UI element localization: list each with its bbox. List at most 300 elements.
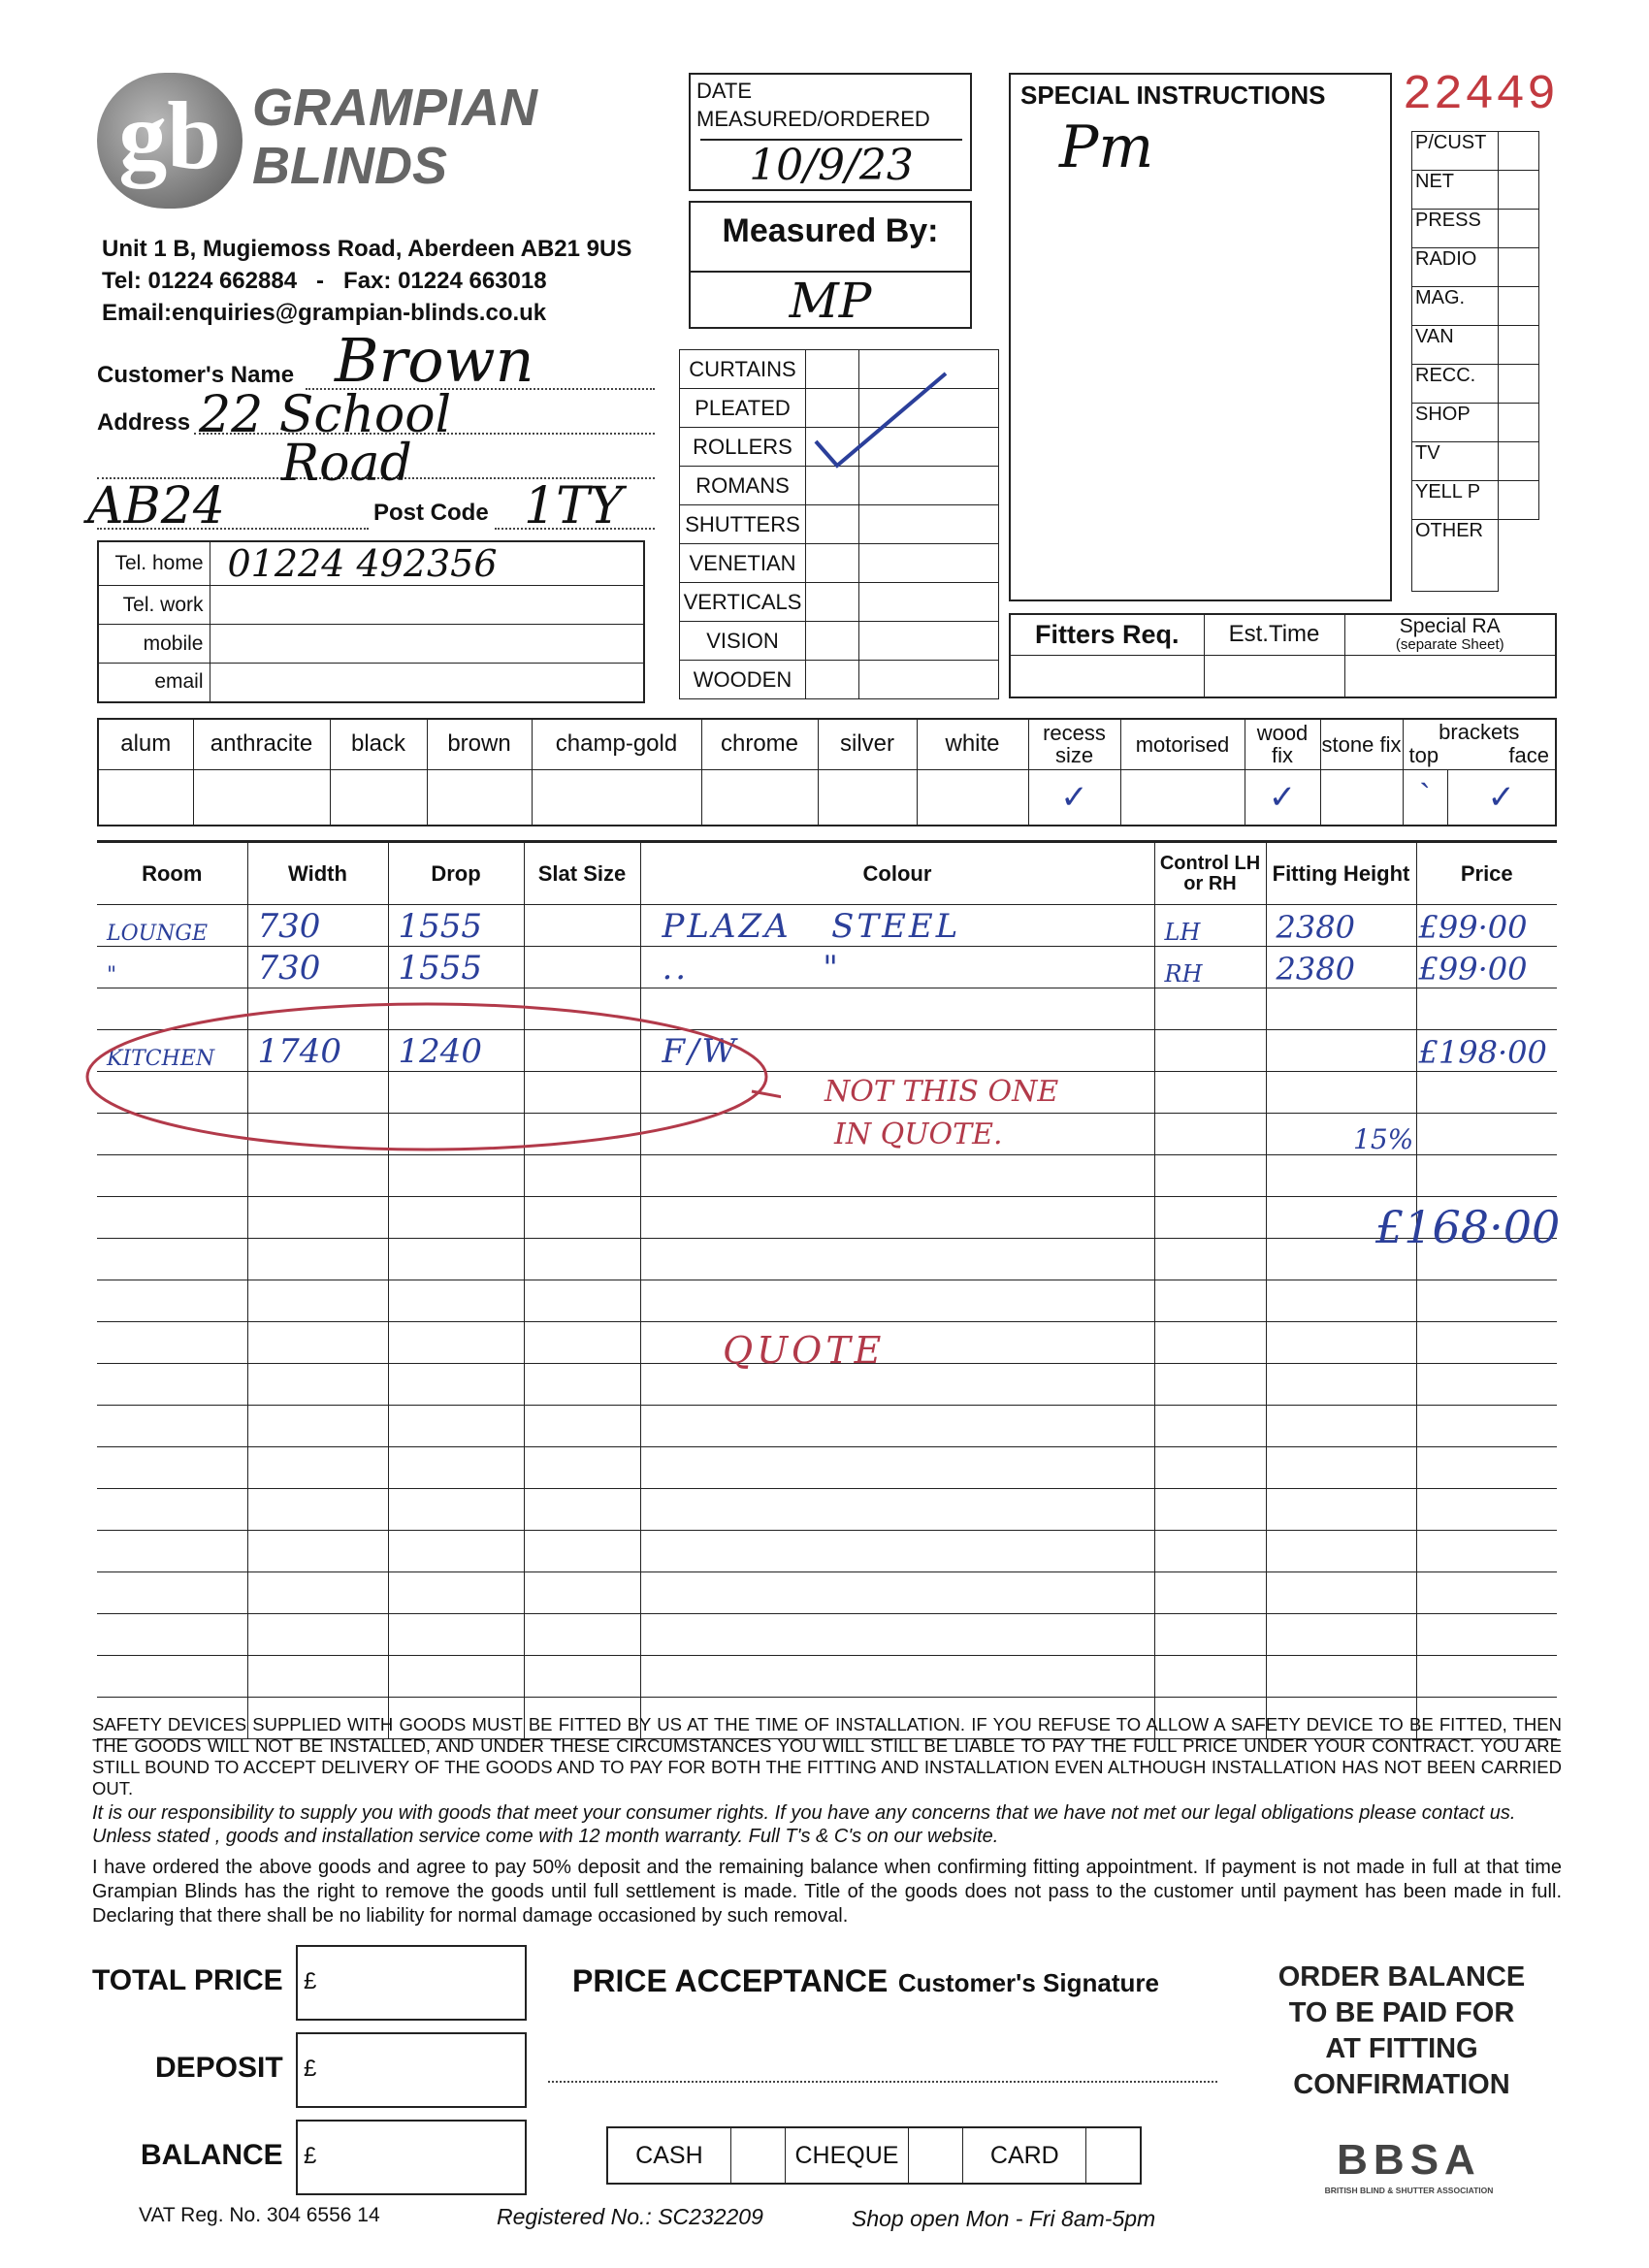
blind-type-label: VERTICALS: [680, 583, 806, 622]
column-header: Fitting Height: [1266, 843, 1416, 905]
logo-name-line2: BLINDS: [252, 137, 447, 195]
cell-price[interactable]: £198·00: [1416, 1030, 1557, 1072]
cell-slat[interactable]: [524, 1531, 640, 1572]
cell-colour[interactable]: [640, 1656, 1154, 1698]
colour-option-checkbox[interactable]: [917, 769, 1028, 826]
cell-height[interactable]: [1266, 1155, 1416, 1197]
recess-size-label: recess size: [1028, 719, 1120, 769]
cell-colour[interactable]: .. ": [640, 947, 1154, 988]
cell-width[interactable]: 730: [247, 947, 388, 988]
blind-type-checkbox[interactable]: [806, 661, 859, 699]
terms-responsibility: It is our responsibility to supply you with goods that meet your consumer rights. If you have any concerns that we have not met our legal obligations please contact us. Unless stated , goods and installation service come with 12 month warranty. Full T's & C's on our website.: [92, 1802, 1516, 1847]
colour-option-label: black: [330, 719, 427, 769]
cell-width[interactable]: [247, 1322, 388, 1364]
cell-width[interactable]: [247, 1489, 388, 1531]
fitters-req-value[interactable]: [1010, 655, 1204, 697]
colour-option-checkbox[interactable]: [427, 769, 532, 826]
cell-width[interactable]: [247, 1614, 388, 1656]
cell-price[interactable]: [1416, 1280, 1557, 1322]
cell-control[interactable]: LH: [1154, 905, 1266, 947]
note-line1: NOT THIS ONE: [824, 1075, 1059, 1109]
measured-by-value[interactable]: MP: [691, 271, 970, 329]
blind-type-notes[interactable]: [859, 544, 999, 583]
table-row: [97, 1656, 1557, 1698]
note-line2: IN QUOTE.: [834, 1118, 1003, 1151]
table-row: [97, 1531, 1557, 1572]
source-checklist: [1411, 131, 1539, 592]
blind-type-checkbox[interactable]: [806, 544, 859, 583]
cell-height[interactable]: [1266, 1447, 1416, 1489]
logo-name-line1: GRAMPIAN: [252, 79, 537, 137]
cell-drop[interactable]: [388, 1155, 524, 1197]
cell-control[interactable]: [1154, 1280, 1266, 1322]
quote-total: £168·00: [1375, 1201, 1561, 1253]
est-time-value[interactable]: [1204, 655, 1344, 697]
cell-slat[interactable]: [524, 1572, 640, 1614]
cell-width[interactable]: [247, 1197, 388, 1239]
cell-room[interactable]: ": [97, 947, 247, 988]
balance-field[interactable]: £: [296, 2120, 527, 2195]
blind-type-notes[interactable]: [859, 583, 999, 622]
brackets-label: brackets top face: [1403, 719, 1556, 769]
cell-colour[interactable]: [640, 1406, 1154, 1447]
blind-type-label: VENETIAN: [680, 544, 806, 583]
cell-width[interactable]: [247, 1447, 388, 1489]
address-value-line1[interactable]: 22 School: [199, 386, 452, 444]
cell-width[interactable]: [247, 1656, 388, 1698]
cell-price[interactable]: £99·00: [1416, 905, 1557, 947]
source-label: P/CUST: [1412, 132, 1499, 171]
cell-price[interactable]: [1416, 1072, 1557, 1114]
column-header: Drop: [388, 843, 524, 905]
order-balance-note: ORDER BALANCE TO BE PAID FOR AT FITTING CONFIRMATION: [1277, 1961, 1526, 2100]
quote-mark: QUOTE: [723, 1329, 886, 1372]
cell-price[interactable]: [1416, 1406, 1557, 1447]
contact-label: mobile: [98, 625, 210, 664]
kitchen-circle: [82, 999, 781, 1154]
source-row: [1412, 171, 1539, 210]
special-instructions-value[interactable]: Pm: [1059, 113, 1154, 181]
deposit-label: DEPOSIT: [155, 2052, 283, 2084]
cell-price[interactable]: [1416, 1155, 1557, 1197]
blind-type-checkbox[interactable]: [806, 622, 859, 661]
colour-option-label: silver: [818, 719, 917, 769]
cell-drop[interactable]: [388, 1447, 524, 1489]
blind-type-row: [680, 544, 999, 583]
blind-type-label: PLEATED: [680, 389, 806, 428]
cell-room[interactable]: [97, 1572, 247, 1614]
vat-number: VAT Reg. No. 304 6556 14: [139, 2204, 380, 2226]
payment-cash-label: CASH: [607, 2127, 730, 2184]
cell-room[interactable]: [97, 1280, 247, 1322]
source-label: TV: [1412, 442, 1499, 481]
cell-control[interactable]: [1154, 1406, 1266, 1447]
payment-card-checkbox[interactable]: [1086, 2127, 1141, 2184]
cell-control[interactable]: [1154, 1614, 1266, 1656]
cell-price[interactable]: [1416, 1322, 1557, 1364]
cell-height[interactable]: [1266, 1280, 1416, 1322]
blind-type-row: [680, 505, 999, 544]
cell-price[interactable]: [1416, 1572, 1557, 1614]
cell-slat[interactable]: [524, 1656, 640, 1698]
cell-room[interactable]: [97, 1239, 247, 1280]
cell-price[interactable]: [1416, 1656, 1557, 1698]
cell-control[interactable]: [1154, 1155, 1266, 1197]
source-label: NET: [1412, 171, 1499, 210]
signature-line[interactable]: [548, 2081, 1217, 2083]
source-row: [1412, 520, 1539, 592]
cell-height[interactable]: [1266, 988, 1416, 1030]
blind-type-label: ROLLERS: [680, 428, 806, 467]
source-row: [1412, 404, 1539, 442]
cell-control[interactable]: [1154, 1447, 1266, 1489]
cell-width[interactable]: [247, 1155, 388, 1197]
blind-type-label: WOODEN: [680, 661, 806, 699]
source-row: [1412, 365, 1539, 404]
table-row: [97, 1614, 1557, 1656]
cell-drop[interactable]: [388, 1614, 524, 1656]
brackets-face-check[interactable]: ✓: [1447, 769, 1556, 826]
payment-cheque-checkbox[interactable]: [909, 2127, 963, 2184]
source-row: [1412, 248, 1539, 287]
cell-slat[interactable]: [524, 1239, 640, 1280]
cell-control[interactable]: [1154, 1322, 1266, 1364]
total-price-field[interactable]: £: [296, 1945, 527, 2021]
cell-colour[interactable]: [640, 1572, 1154, 1614]
source-label: VAN: [1412, 326, 1499, 365]
balance-label: BALANCE: [141, 2139, 283, 2171]
cell-width[interactable]: [247, 1572, 388, 1614]
cell-drop[interactable]: [388, 1406, 524, 1447]
customer-name[interactable]: Brown: [335, 325, 534, 396]
cell-slat[interactable]: [524, 1406, 640, 1447]
cell-colour[interactable]: [640, 1447, 1154, 1489]
measured-by-label: Measured By:: [722, 212, 939, 249]
cell-room[interactable]: [97, 1322, 247, 1364]
cell-colour[interactable]: [640, 1531, 1154, 1572]
contact-value[interactable]: 01224 492356: [210, 541, 644, 586]
cell-colour[interactable]: [640, 1364, 1154, 1406]
cell-drop[interactable]: 1240: [388, 1030, 524, 1072]
blind-type-notes[interactable]: [859, 661, 999, 699]
cell-drop[interactable]: [388, 1531, 524, 1572]
cell-slat[interactable]: [524, 1489, 640, 1531]
blind-type-checkbox[interactable]: [806, 583, 859, 622]
cell-room[interactable]: [97, 1656, 247, 1698]
colour-option-checkbox[interactable]: [532, 769, 701, 826]
cell-room[interactable]: [97, 1406, 247, 1447]
cell-width[interactable]: [247, 1239, 388, 1280]
cell-slat[interactable]: [524, 1364, 640, 1406]
blind-type-row: [680, 583, 999, 622]
cell-height[interactable]: [1266, 1072, 1416, 1114]
colour-option-checkbox[interactable]: [701, 769, 818, 826]
colour-option-label: champ-gold: [532, 719, 701, 769]
source-row: [1412, 287, 1539, 326]
cell-colour[interactable]: [640, 1197, 1154, 1239]
cell-control[interactable]: [1154, 1531, 1266, 1572]
discount: 15%: [1353, 1123, 1414, 1155]
postcode-part1[interactable]: AB24: [87, 477, 225, 535]
source-label: RADIO: [1412, 248, 1499, 287]
rollers-check-mark: [810, 369, 955, 475]
payment-cheque-label: CHEQUE: [785, 2127, 908, 2184]
source-checkbox[interactable]: [1499, 520, 1539, 592]
contact-value[interactable]: [210, 625, 644, 664]
cell-room[interactable]: [97, 1489, 247, 1531]
source-checkbox[interactable]: [1499, 365, 1539, 404]
bbsa-logo: BBSA BRITISH BLIND & SHUTTER ASSOCIATION: [1324, 2136, 1494, 2195]
source-checkbox[interactable]: [1499, 248, 1539, 287]
contact-value[interactable]: [210, 664, 644, 702]
contact-row: [98, 541, 644, 586]
payment-cash-checkbox[interactable]: [730, 2127, 785, 2184]
wood-fix-check[interactable]: ✓: [1245, 769, 1320, 826]
column-header: Slat Size: [524, 843, 640, 905]
colour-option-checkbox[interactable]: [818, 769, 917, 826]
cell-height[interactable]: [1266, 1656, 1416, 1698]
cell-width[interactable]: 730: [247, 905, 388, 947]
cell-slat[interactable]: [524, 1197, 640, 1239]
table-row: [97, 1197, 1557, 1239]
cell-price[interactable]: [1416, 988, 1557, 1030]
cell-price[interactable]: £99·00: [1416, 947, 1557, 988]
source-checkbox[interactable]: [1499, 287, 1539, 326]
source-row: [1412, 210, 1539, 248]
terms-order: I have ordered the above goods and agree to pay 50% deposit and the remaining balance when confirming fitting appointment. If payment is not made in full at that time Grampian Blinds has the right to remove the goods until full settlement is made. Title of the goods does not pass to the customer until payment has been made in full. Declaring that there shall be no liability for normal damage occasioned by such removal.: [92, 1857, 1562, 1927]
blind-type-label: ROMANS: [680, 467, 806, 505]
cell-control[interactable]: RH: [1154, 947, 1266, 988]
cell-height[interactable]: 2380: [1266, 947, 1416, 988]
cell-drop[interactable]: [388, 1280, 524, 1322]
cell-control[interactable]: [1154, 988, 1266, 1030]
source-checkbox[interactable]: [1499, 404, 1539, 442]
source-label: PRESS: [1412, 210, 1499, 248]
cell-price[interactable]: [1416, 1447, 1557, 1489]
registered-number: Registered No.: SC232209: [497, 2204, 763, 2229]
contact-row: [98, 664, 644, 702]
cell-drop[interactable]: [388, 1322, 524, 1364]
cell-price[interactable]: [1416, 1364, 1557, 1406]
blind-type-label: VISION: [680, 622, 806, 661]
blind-type-checkbox[interactable]: [806, 505, 859, 544]
date-box: DATE MEASURED/ORDERED 10/9/23: [689, 73, 972, 191]
source-checkbox[interactable]: [1499, 481, 1539, 520]
cell-drop[interactable]: [388, 1656, 524, 1698]
fitters-table: [1009, 613, 1557, 698]
colour-option-label: anthracite: [193, 719, 330, 769]
contact-label: Tel. work: [98, 586, 210, 625]
cell-colour[interactable]: [640, 1614, 1154, 1656]
colour-option-label: chrome: [701, 719, 818, 769]
column-header: Room: [97, 843, 247, 905]
source-checkbox[interactable]: [1499, 442, 1539, 481]
cell-control[interactable]: [1154, 1364, 1266, 1406]
special-ra-label: Special RA (separate Sheet): [1344, 614, 1556, 655]
colour-option-checkbox[interactable]: [193, 769, 330, 826]
postcode-label: Post Code: [373, 500, 489, 526]
blind-type-notes[interactable]: [859, 505, 999, 544]
colour-option-label: brown: [427, 719, 532, 769]
cell-price[interactable]: [1416, 1531, 1557, 1572]
cell-drop[interactable]: [388, 1489, 524, 1531]
source-label: RECC.: [1412, 365, 1499, 404]
cell-width[interactable]: 1740: [247, 1030, 388, 1072]
address-value-line2[interactable]: Road: [281, 435, 412, 493]
table-row: [97, 1280, 1557, 1322]
column-header: Control LH or RH: [1154, 843, 1266, 905]
stone-fix-checkbox[interactable]: [1320, 769, 1403, 826]
special-instructions-label: SPECIAL INSTRUCTIONS: [1020, 81, 1326, 110]
cell-price[interactable]: [1416, 1489, 1557, 1531]
colour-option-checkbox[interactable]: [330, 769, 427, 826]
table-row: [97, 1572, 1557, 1614]
cell-room[interactable]: [97, 1197, 247, 1239]
cell-price[interactable]: [1416, 1614, 1557, 1656]
cell-control[interactable]: [1154, 1197, 1266, 1239]
cell-price[interactable]: [1416, 1114, 1557, 1155]
cell-slat[interactable]: [524, 905, 640, 947]
table-row: [97, 1239, 1557, 1280]
cell-height[interactable]: 2380: [1266, 905, 1416, 947]
source-label: OTHER: [1412, 520, 1499, 592]
table-row: [97, 947, 1557, 988]
contact-label: Tel. home: [98, 541, 210, 586]
special-instructions-box: [1009, 73, 1392, 601]
deposit-field[interactable]: £: [296, 2032, 527, 2108]
cell-colour[interactable]: [640, 1239, 1154, 1280]
contact-table: [97, 540, 645, 703]
source-label: MAG.: [1412, 287, 1499, 326]
column-header: Colour: [640, 843, 1154, 905]
source-row: [1412, 326, 1539, 365]
colour-option-checkbox[interactable]: [98, 769, 193, 826]
cell-height[interactable]: [1266, 1406, 1416, 1447]
measured-by-box: [689, 201, 972, 329]
colour-option-label: alum: [98, 719, 193, 769]
cell-colour[interactable]: [640, 1322, 1154, 1364]
brackets-top-check[interactable]: `: [1403, 769, 1447, 826]
cell-height[interactable]: [1266, 1489, 1416, 1531]
shop-hours: Shop open Mon - Fri 8am-5pm: [852, 2206, 1156, 2231]
cell-control[interactable]: [1154, 1489, 1266, 1531]
cell-control[interactable]: [1154, 1572, 1266, 1614]
source-label: YELL P: [1412, 481, 1499, 520]
cell-slat[interactable]: [524, 1155, 640, 1197]
cell-slat[interactable]: [524, 1322, 640, 1364]
cell-room[interactable]: LOUNGE: [97, 905, 247, 947]
blind-type-label: CURTAINS: [680, 350, 806, 389]
cell-room[interactable]: [97, 1614, 247, 1656]
cell-slat[interactable]: [524, 947, 640, 988]
source-checkbox[interactable]: [1499, 326, 1539, 365]
cell-height[interactable]: [1266, 1572, 1416, 1614]
cell-room[interactable]: [97, 1447, 247, 1489]
price-acceptance: PRICE ACCEPTANCE Customer's Signature: [572, 1963, 1159, 1998]
cell-width[interactable]: [247, 1364, 388, 1406]
cell-colour[interactable]: [640, 1155, 1154, 1197]
postcode-part2[interactable]: 1TY: [524, 477, 624, 535]
company-address: Unit 1 B, Mugiemoss Road, Aberdeen AB21 9US: [102, 236, 632, 262]
colour-option-label: white: [917, 719, 1028, 769]
cell-colour[interactable]: [640, 1280, 1154, 1322]
cell-control[interactable]: [1154, 1656, 1266, 1698]
cell-drop[interactable]: 1555: [388, 905, 524, 947]
cell-colour[interactable]: [640, 1489, 1154, 1531]
date-value[interactable]: 10/9/23: [700, 139, 962, 190]
source-checkbox[interactable]: [1499, 171, 1539, 210]
order-table: [97, 842, 1557, 1739]
logo-mark: gb: [97, 73, 242, 209]
terms-safety: SAFETY DEVICES SUPPLIED WITH GOODS MUST BE FITTED BY US AT THE TIME OF INSTALLATION. IF YOU REFUSE TO ALLOW A SAFETY DEVICE TO BE FITTED, THEN THE GOODS WILL NOT BE INSTALLED, AND UNDER THESE CIRCUMSTANCES YOU WILL STILL BE LIABLE TO PAY THE FULL PRICE UNDER YOUR CONTRACT. YOU ARE STILL BOUND TO ACCEPT DELIVERY OF THE GOODS AND TO PAY FOR BOTH THE FITTING AND INSTALLATION EVEN ALTHOUGH INSTALLATION HAS NOT BEEN CARRIED OUT.: [92, 1714, 1562, 1798]
recess-size-check[interactable]: ✓: [1028, 769, 1120, 826]
table-row: [97, 1406, 1557, 1447]
cell-control[interactable]: [1154, 1114, 1266, 1155]
payment-method-table: [606, 2126, 1142, 2185]
column-header: Width: [247, 843, 388, 905]
cell-colour[interactable]: F/W: [640, 1030, 1154, 1072]
source-row: [1412, 132, 1539, 171]
cell-control[interactable]: [1154, 1239, 1266, 1280]
cell-control[interactable]: [1154, 1072, 1266, 1114]
table-row: [97, 905, 1557, 947]
table-row: [97, 1447, 1557, 1489]
cell-width[interactable]: [247, 1406, 388, 1447]
cell-height[interactable]: [1266, 1364, 1416, 1406]
cell-room[interactable]: [97, 1364, 247, 1406]
payment-card-label: CARD: [963, 2127, 1086, 2184]
cell-slat[interactable]: [524, 1614, 640, 1656]
contact-value[interactable]: [210, 586, 644, 625]
postcode-line1: [97, 528, 369, 530]
cell-height[interactable]: [1266, 1322, 1416, 1364]
cell-room[interactable]: KITCHEN: [97, 1030, 247, 1072]
source-checkbox[interactable]: [1499, 132, 1539, 171]
blind-type-notes[interactable]: [859, 622, 999, 661]
table-row: [97, 1155, 1557, 1197]
cell-room[interactable]: [97, 1531, 247, 1572]
source-checkbox[interactable]: [1499, 210, 1539, 248]
cell-room[interactable]: [97, 1155, 247, 1197]
cell-control[interactable]: [1154, 1030, 1266, 1072]
cell-drop[interactable]: 1555: [388, 947, 524, 988]
cell-height[interactable]: [1266, 1030, 1416, 1072]
cell-height[interactable]: [1266, 1531, 1416, 1572]
blind-type-row: [680, 661, 999, 699]
contact-label: email: [98, 664, 210, 702]
cell-slat[interactable]: [524, 1447, 640, 1489]
cell-width[interactable]: [247, 1280, 388, 1322]
column-header: Price: [1416, 843, 1557, 905]
cell-drop[interactable]: [388, 1197, 524, 1239]
blind-type-row: [680, 622, 999, 661]
cell-colour[interactable]: PLAZA STEEL: [640, 905, 1154, 947]
cell-slat[interactable]: [524, 1280, 640, 1322]
cell-width[interactable]: [247, 1531, 388, 1572]
motorised-checkbox[interactable]: [1120, 769, 1245, 826]
cell-drop[interactable]: [388, 1364, 524, 1406]
cell-drop[interactable]: [388, 1572, 524, 1614]
contact-row: [98, 625, 644, 664]
special-ra-value[interactable]: [1344, 655, 1556, 697]
company-logo: [97, 73, 543, 209]
cell-height[interactable]: [1266, 1614, 1416, 1656]
cell-drop[interactable]: [388, 1239, 524, 1280]
est-time-label: Est.Time: [1204, 614, 1344, 655]
form-number: 22449: [1403, 68, 1559, 123]
wood-fix-label: wood fix: [1245, 719, 1320, 769]
stone-fix-label: stone fix: [1320, 719, 1403, 769]
